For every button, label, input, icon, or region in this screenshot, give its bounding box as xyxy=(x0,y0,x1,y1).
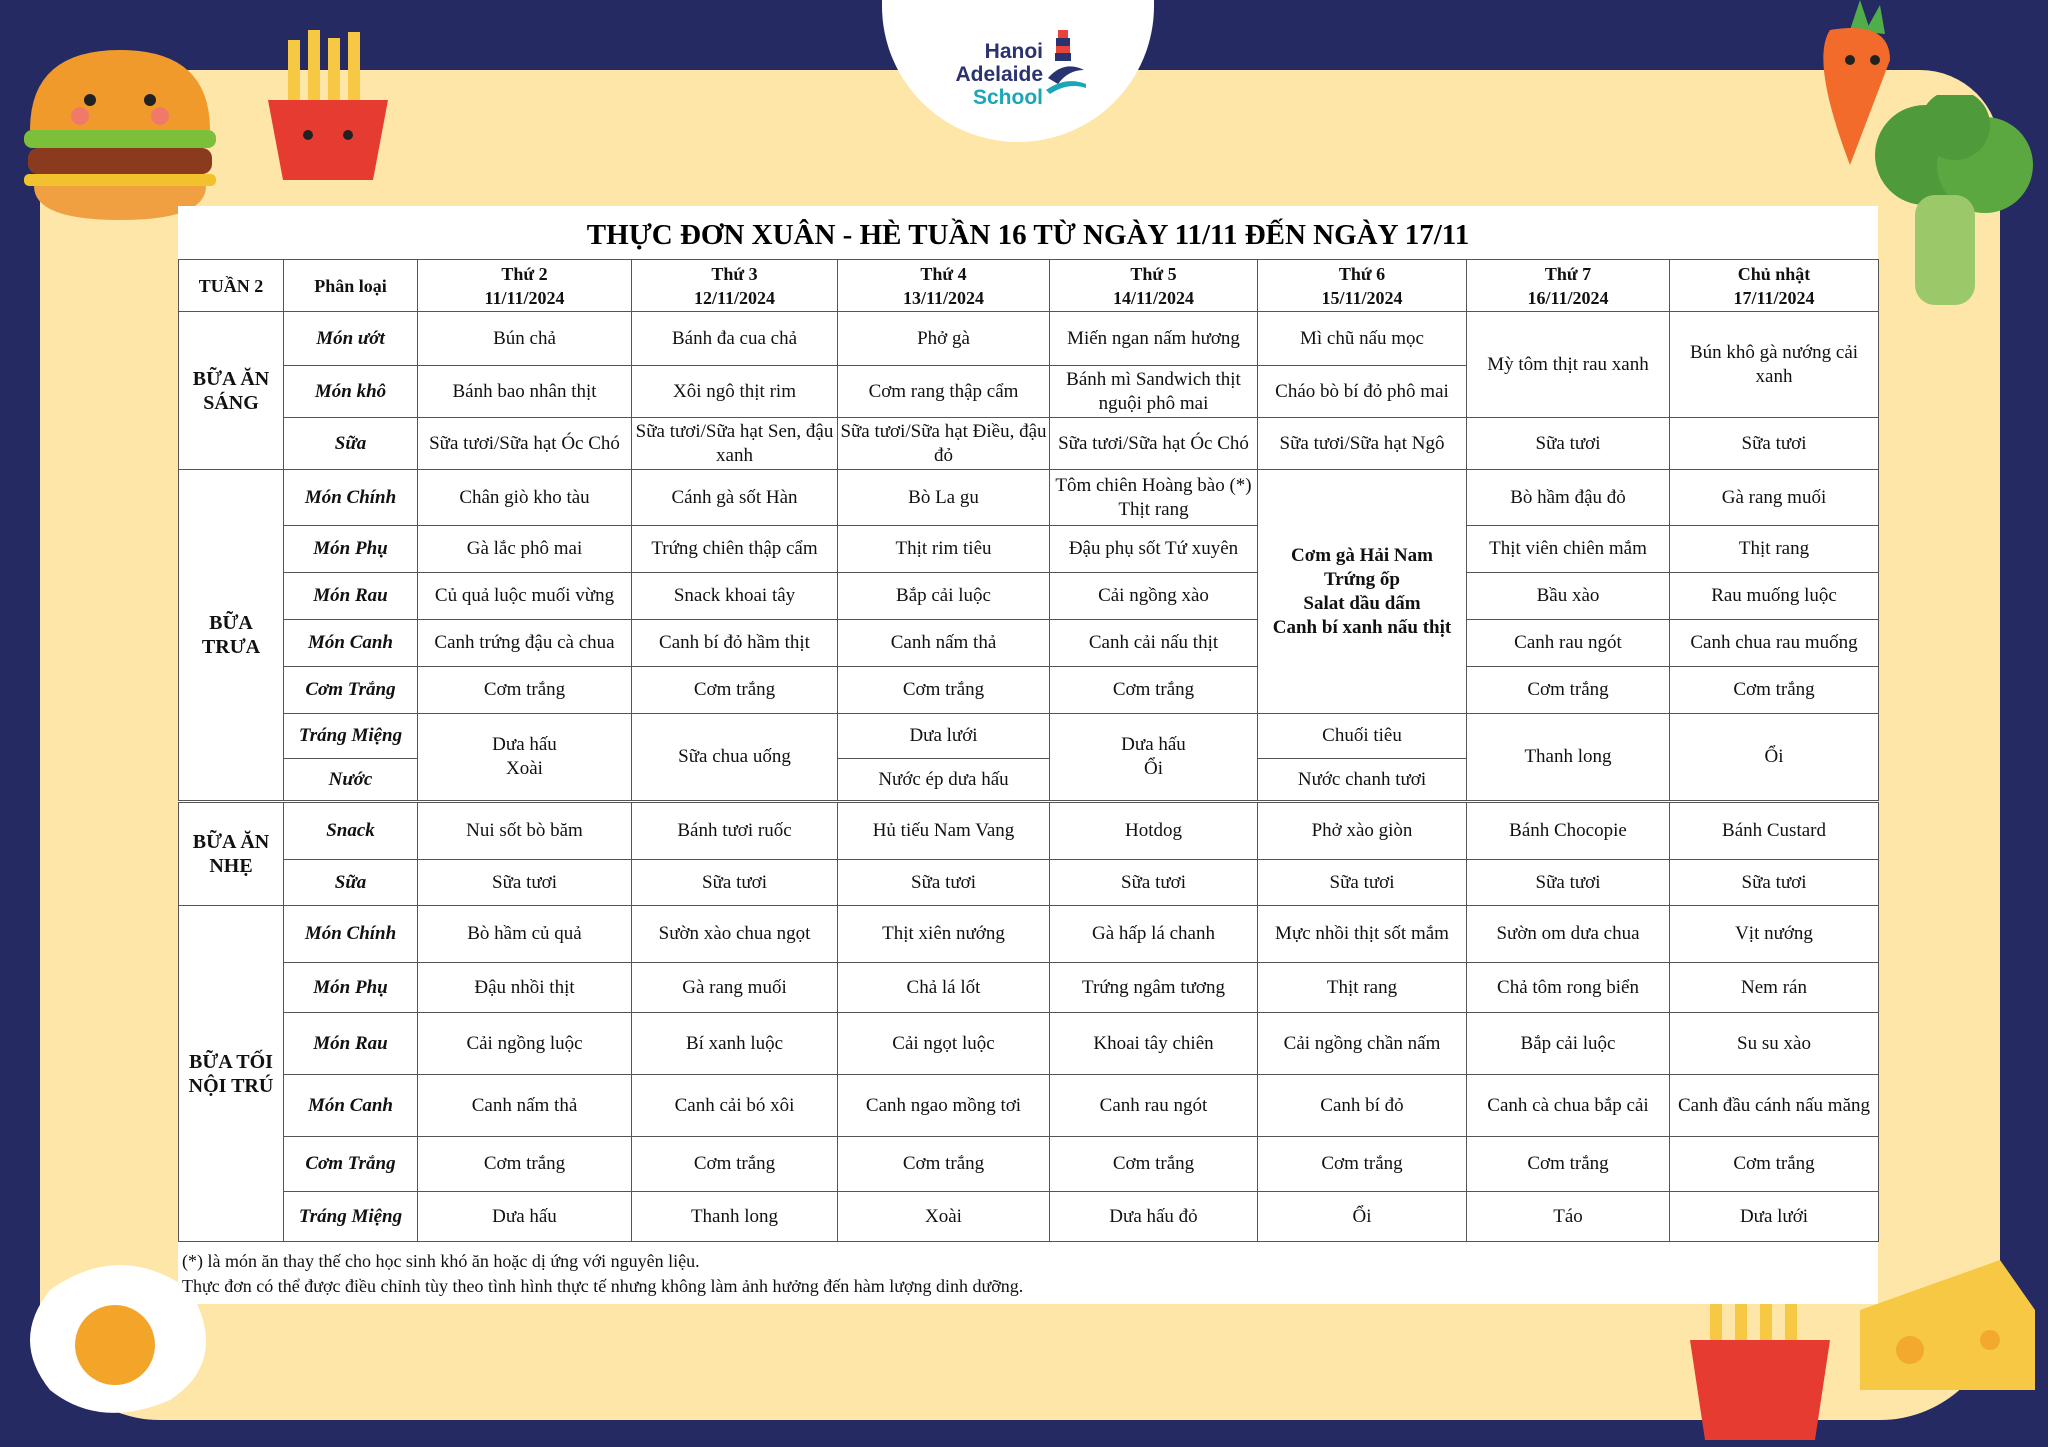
menu-cell: Dưa hấu xyxy=(418,1192,632,1242)
table-row xyxy=(179,312,1879,366)
menu-cell: Bắp cải luộc xyxy=(1467,1013,1670,1075)
menu-cell: Canh nấm thả xyxy=(838,620,1050,667)
category-label: Món Canh xyxy=(284,620,418,667)
menu-cell: Đậu nhồi thịt xyxy=(418,963,632,1013)
day-header: Thứ 2 11/11/2024 xyxy=(418,260,632,312)
category-label: Món Phụ xyxy=(284,963,418,1013)
menu-cell: Dưa lưới xyxy=(838,714,1050,759)
menu-cell: Bún khô gà nướng cải xanh xyxy=(1670,312,1879,418)
menu-cell: Sữa tươi xyxy=(418,860,632,906)
menu-cell: Gà rang muối xyxy=(632,963,838,1013)
menu-cell: Gà lắc phô mai xyxy=(418,526,632,573)
table-row xyxy=(179,418,1879,470)
category-label: Sữa xyxy=(284,418,418,470)
menu-cell: Thịt rang xyxy=(1258,963,1467,1013)
header-row xyxy=(179,260,1879,312)
menu-cell: Cải ngồng xào xyxy=(1050,573,1258,620)
category-label: Món Rau xyxy=(284,573,418,620)
table-row xyxy=(179,1137,1879,1192)
menu-cell: Cơm trắng xyxy=(838,667,1050,714)
menu-cell: Bò La gu xyxy=(838,470,1050,526)
menu-cell: Bò hầm đậu đỏ xyxy=(1467,470,1670,526)
friday-special-cell: Cơm gà Hải Nam Trứng ốp Salat dầu dấm Canh bí xanh nấu thịt xyxy=(1258,470,1467,714)
menu-cell: Chân giò kho tàu xyxy=(418,470,632,526)
menu-sheet xyxy=(178,206,1878,1304)
day-header: Thứ 3 12/11/2024 xyxy=(632,260,838,312)
category-label: Tráng Miệng xyxy=(284,1192,418,1242)
menu-cell: Sữa tươi xyxy=(1467,860,1670,906)
meal-label: BỮA TRƯA xyxy=(179,470,284,802)
menu-cell: Sữa tươi/Sữa hạt Óc Chó xyxy=(1050,418,1258,470)
menu-cell: Canh chua rau muống xyxy=(1670,620,1879,667)
menu-cell: Mỳ tôm thịt rau xanh xyxy=(1467,312,1670,418)
table-row xyxy=(179,573,1879,620)
menu-cell: Trứng chiên thập cẩm xyxy=(632,526,838,573)
menu-cell: Su su xào xyxy=(1670,1013,1879,1075)
menu-cell: Sữa tươi/Sữa hạt Óc Chó xyxy=(418,418,632,470)
menu-cell: Cải ngồng luộc xyxy=(418,1013,632,1075)
menu-cell: Canh bí đỏ hầm thịt xyxy=(632,620,838,667)
menu-cell: Thanh long xyxy=(1467,714,1670,802)
day-header: Thứ 6 15/11/2024 xyxy=(1258,260,1467,312)
menu-cell: Đậu phụ sốt Tứ xuyên xyxy=(1050,526,1258,573)
menu-cell: Cơm trắng xyxy=(418,1137,632,1192)
menu-cell: Trứng ngâm tương xyxy=(1050,963,1258,1013)
meal-label: BỮA TỐI NỘI TRÚ xyxy=(179,906,284,1242)
menu-cell: Sữa tươi xyxy=(1670,418,1879,470)
menu-cell: Thịt viên chiên mắm xyxy=(1467,526,1670,573)
menu-cell: Miến ngan nấm hương xyxy=(1050,312,1258,366)
day-header: Thứ 5 14/11/2024 xyxy=(1050,260,1258,312)
category-header: Phân loại xyxy=(284,260,418,312)
school-logo xyxy=(943,40,1043,109)
footnote: (*) là món ăn thay thế cho học sinh khó ăn hoặc dị ứng với nguyên liệu. xyxy=(182,1251,700,1271)
menu-cell: Chuối tiêu xyxy=(1258,714,1467,759)
menu-cell: Nước chanh tươi xyxy=(1258,759,1467,802)
table-row xyxy=(179,860,1879,906)
lighthouse-icon xyxy=(1046,26,1086,96)
menu-cell: Bầu xào xyxy=(1467,573,1670,620)
menu-cell: Sườn om dưa chua xyxy=(1467,906,1670,963)
table-row xyxy=(179,1075,1879,1137)
menu-table xyxy=(178,259,1879,1242)
menu-cell: Canh rau ngót xyxy=(1467,620,1670,667)
page-title: THỰC ĐƠN XUÂN - HÈ TUẦN 16 TỪ NGÀY 11/11 ĐẾN NGÀY 17/11 xyxy=(586,219,1470,251)
menu-cell: Cơm trắng xyxy=(1258,1137,1467,1192)
menu-cell: Dưa hấu Xoài xyxy=(418,714,632,802)
logo-line-2: Adelaide xyxy=(955,63,1043,86)
fries-icon xyxy=(258,30,398,190)
table-row xyxy=(179,470,1879,526)
day-header: Thứ 7 16/11/2024 xyxy=(1467,260,1670,312)
menu-cell: Bún chả xyxy=(418,312,632,366)
week-header: TUẦN 2 xyxy=(179,260,284,312)
menu-cell: Cơm trắng xyxy=(1467,1137,1670,1192)
menu-cell: Sữa tươi xyxy=(1258,860,1467,906)
table-row xyxy=(179,1192,1879,1242)
menu-cell: Phở xào giòn xyxy=(1258,802,1467,860)
menu-cell: Sữa tươi xyxy=(1467,418,1670,470)
category-label: Món Rau xyxy=(284,1013,418,1075)
category-label: Sữa xyxy=(284,860,418,906)
menu-cell: Ổi xyxy=(1670,714,1879,802)
table-row xyxy=(179,714,1879,759)
menu-cell: Củ quả luộc muối vừng xyxy=(418,573,632,620)
menu-cell: Cơm trắng xyxy=(1670,667,1879,714)
menu-cell: Táo xyxy=(1467,1192,1670,1242)
menu-cell: Khoai tây chiên xyxy=(1050,1013,1258,1075)
menu-cell: Thanh long xyxy=(632,1192,838,1242)
menu-cell: Vịt nướng xyxy=(1670,906,1879,963)
menu-cell: Gà rang muối xyxy=(1670,470,1879,526)
menu-cell: Cơm trắng xyxy=(632,667,838,714)
category-label: Tráng Miệng xyxy=(284,714,418,759)
day-header: Thứ 4 13/11/2024 xyxy=(838,260,1050,312)
menu-cell: Cơm trắng xyxy=(1050,667,1258,714)
menu-cell: Dưa lưới xyxy=(1670,1192,1879,1242)
menu-cell: Cháo bò bí đỏ phô mai xyxy=(1258,366,1467,418)
category-label: Món Chính xyxy=(284,470,418,526)
menu-cell: Bánh mì Sandwich thịt nguội phô mai xyxy=(1050,366,1258,418)
meal-label: BỮA ĂN SÁNG xyxy=(179,312,284,470)
menu-cell: Dưa hấu đỏ xyxy=(1050,1192,1258,1242)
menu-cell: Chả lá lốt xyxy=(838,963,1050,1013)
table-row xyxy=(179,526,1879,573)
menu-cell: Thịt rim tiêu xyxy=(838,526,1050,573)
menu-cell: Sữa tươi xyxy=(1670,860,1879,906)
category-label: Cơm Trắng xyxy=(284,667,418,714)
menu-cell: Bánh bao nhân thịt xyxy=(418,366,632,418)
menu-cell: Phở gà xyxy=(838,312,1050,366)
footnotes xyxy=(182,1249,1872,1299)
category-label: Snack xyxy=(284,802,418,860)
day-header: Chủ nhật 17/11/2024 xyxy=(1670,260,1879,312)
broccoli-icon xyxy=(1855,95,2045,315)
menu-cell: Canh đầu cánh nấu măng xyxy=(1670,1075,1879,1137)
table-row xyxy=(179,906,1879,963)
table-row xyxy=(179,1013,1879,1075)
menu-cell: Sữa tươi/Sữa hạt Sen, đậu xanh xyxy=(632,418,838,470)
burger-icon xyxy=(10,30,230,230)
menu-cell: Sữa chua uống xyxy=(632,714,838,802)
menu-cell: Cơm trắng xyxy=(1467,667,1670,714)
category-label: Món Chính xyxy=(284,906,418,963)
menu-cell: Thịt xiên nướng xyxy=(838,906,1050,963)
menu-cell: Snack khoai tây xyxy=(632,573,838,620)
menu-cell: Mì chũ nấu mọc xyxy=(1258,312,1467,366)
menu-cell: Rau muống luộc xyxy=(1670,573,1879,620)
category-label: Cơm Trắng xyxy=(284,1137,418,1192)
menu-cell: Hủ tiếu Nam Vang xyxy=(838,802,1050,860)
menu-cell: Hotdog xyxy=(1050,802,1258,860)
menu-cell: Bánh Chocopie xyxy=(1467,802,1670,860)
menu-cell: Bánh Custard xyxy=(1670,802,1879,860)
menu-cell: Tôm chiên Hoàng bào (*) Thịt rang xyxy=(1050,470,1258,526)
menu-cell: Cánh gà sốt Hàn xyxy=(632,470,838,526)
cheese-icon xyxy=(1850,1250,2040,1400)
menu-cell: Xoài xyxy=(838,1192,1050,1242)
menu-cell: Sữa tươi xyxy=(1050,860,1258,906)
category-label: Món khô xyxy=(284,366,418,418)
menu-cell: Cải ngọt luộc xyxy=(838,1013,1050,1075)
table-row xyxy=(179,963,1879,1013)
menu-cell: Nước ép dưa hấu xyxy=(838,759,1050,802)
menu-cell: Canh rau ngót xyxy=(1050,1075,1258,1137)
menu-cell: Canh cải bó xôi xyxy=(632,1075,838,1137)
category-label: Món ướt xyxy=(284,312,418,366)
menu-cell: Gà hấp lá chanh xyxy=(1050,906,1258,963)
menu-cell: Bánh tươi ruốc xyxy=(632,802,838,860)
menu-cell: Bắp cải luộc xyxy=(838,573,1050,620)
logo-line-3: School xyxy=(972,86,1043,109)
menu-cell: Canh bí đỏ xyxy=(1258,1075,1467,1137)
menu-cell: Sữa tươi xyxy=(838,860,1050,906)
menu-cell: Bánh đa cua chả xyxy=(632,312,838,366)
menu-cell: Mực nhồi thịt sốt mắm xyxy=(1258,906,1467,963)
menu-cell: Canh trứng đậu cà chua xyxy=(418,620,632,667)
menu-cell: Sữa tươi/Sữa hạt Điều, đậu đỏ xyxy=(838,418,1050,470)
menu-cell: Canh nấm thả xyxy=(418,1075,632,1137)
menu-cell: Bí xanh luộc xyxy=(632,1013,838,1075)
menu-cell: Xôi ngô thịt rim xyxy=(632,366,838,418)
menu-cell: Canh ngao mồng tơi xyxy=(838,1075,1050,1137)
menu-cell: Canh cà chua bắp cải xyxy=(1467,1075,1670,1137)
menu-cell: Nui sốt bò băm xyxy=(418,802,632,860)
menu-cell: Bò hầm củ quả xyxy=(418,906,632,963)
menu-cell: Cơm trắng xyxy=(1050,1137,1258,1192)
menu-cell: Sữa tươi xyxy=(632,860,838,906)
menu-cell: Ổi xyxy=(1258,1192,1467,1242)
table-row xyxy=(179,620,1879,667)
menu-cell: Canh cải nấu thịt xyxy=(1050,620,1258,667)
table-row xyxy=(179,802,1879,860)
logo-line-1: Hanoi xyxy=(984,40,1043,63)
footnote: Thực đơn có thể được điều chỉnh tùy theo tình hình thực tế nhưng không làm ảnh hưởng đến hàm lượng dinh dưỡng. xyxy=(182,1276,1024,1296)
menu-cell: Nem rán xyxy=(1670,963,1879,1013)
menu-cell: Dưa hấu Ổi xyxy=(1050,714,1258,802)
menu-cell: Cơm trắng xyxy=(1670,1137,1879,1192)
menu-cell: Cơm rang thập cẩm xyxy=(838,366,1050,418)
table-row xyxy=(179,667,1879,714)
menu-cell: Cơm trắng xyxy=(418,667,632,714)
menu-cell: Sữa tươi/Sữa hạt Ngô xyxy=(1258,418,1467,470)
category-label: Nước xyxy=(284,759,418,802)
menu-cell: Chả tôm rong biển xyxy=(1467,963,1670,1013)
menu-cell: Sườn xào chua ngọt xyxy=(632,906,838,963)
menu-cell: Cơm trắng xyxy=(632,1137,838,1192)
meal-label: BỮA ĂN NHẸ xyxy=(179,802,284,906)
menu-cell: Cải ngồng chần nấm xyxy=(1258,1013,1467,1075)
menu-cell: Thịt rang xyxy=(1670,526,1879,573)
menu-cell: Cơm trắng xyxy=(838,1137,1050,1192)
category-label: Món Canh xyxy=(284,1075,418,1137)
category-label: Món Phụ xyxy=(284,526,418,573)
